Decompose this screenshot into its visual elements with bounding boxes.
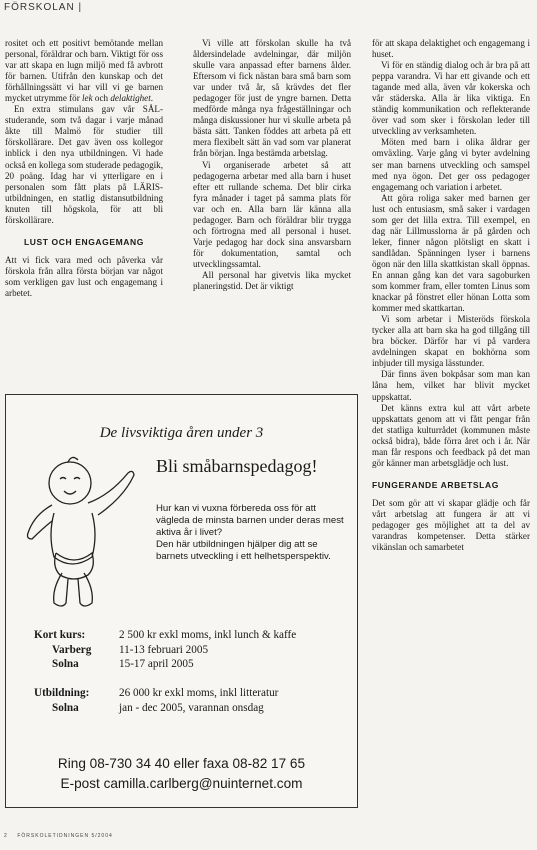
- email-text: E-post camilla.carlberg@nuinternet.com: [60, 776, 303, 791]
- column-1: [5, 38, 163, 299]
- paragraph: Möten med barn i olika åldrar ger omväxling. Varje gång vi byter avdelning ser man barnens utveckling och samspel med nya ögon. Det ger oss pedagoger engagemang och variation i arbetet.: [372, 137, 530, 192]
- ad-title: Bli småbarnspedagog!: [156, 456, 318, 476]
- column-3: [372, 38, 530, 553]
- section-heading: FUNGERANDE ARBETSLAG: [372, 479, 499, 490]
- paragraph: Att vi fick vara med och påverka vår förskola från allra första början var något som verkligen gav lust och engagemang i arbetet.: [5, 254, 163, 298]
- paragraph: Det som gör att vi skapar glädje och får vårt arbetslag att fungera är att vi pedagoger ges möjlighet att ta del av varandras kompetenser. Detta stärker vikänslan och samarbetet: [372, 497, 530, 553]
- phone-text: Ring 08-730 34 40 eller faxa 08-82 17 65: [57, 756, 306, 771]
- magazine-name: FÖRSKOLETIDNINGEN 5/2004: [17, 833, 113, 839]
- ad-intro-text: Den här utbildningen hjälper dig att se barnets utveckling i ett helhetsperspektiv.: [156, 539, 331, 562]
- ad-intro: [156, 503, 351, 563]
- column-2: [193, 38, 351, 292]
- paragraph: Vi organiserade arbetet så att pedagogerna arbetar med alla barn i huset efter ett rullande schema. Det blir cirka fyra månader i taget på samma plats för var och en. Alla barn lär känna alla pedagoger. Barn och föräldrar blir trygga och förtrogna med all personal i huset. Varje pedagog har dock sina ansvarsbarn för dokumentation, samtal och utvecklingssamtal.: [193, 159, 351, 269]
- paragraph: All personal har givetvis lika mycket planeringstid. Det är viktigt: [193, 269, 351, 292]
- paragraph: för att skapa delaktighet och engagemang i huset.: [372, 38, 530, 60]
- advertisement: De livsviktiga åren under 3 Bli småbarnspedagog! Hur kan vi vuxna förbereda oss för att vägleda de minsta barnen under deras mest aktiva år i livet? Den här utbildningen hjälper dig att se barnets utveckling i ett helhetsperspektiv. Kort kurs: 2 500 kr exkl moms, inkl lunch & kaffe Varberg 11-13 februari 2005 Solna 15-17 april 2005 Utbildning: 26 000 kr exkl moms, inkl litteratur Solna jan - dec 2005, varannan onsdag Ring 08-730 34 40 eller faxa 08-82 17 65 E-post camilla.carlberg@nuinternet.com: [5, 394, 358, 808]
- paragraph: Där finns även bokpåsar som man kan låna hem, vilket har blivit mycket uppskattat.: [372, 369, 530, 402]
- paragraph: Det känns extra kul att vårt arbete uppskattats genom att vi fått pengar från det statliga kulturrådet (kommunen måste också bidra), både förra året och i år. När man får respons och feedback på det man gör känner man arbetsglädje och lust.: [372, 402, 530, 468]
- section-heading: LUST OCH ENGAGEMANG: [23, 236, 144, 247]
- baby-illustration-icon: [24, 445, 144, 615]
- paragraph: Att göra roliga saker med barnen ger lust och entusiasm, små saker i vardagen som ger det lilla extra. Till exempel, en dag när Lillmusslorna är på gården och leker, finner någon plötsligt en skatt i sandlådan. Spänningen lyser i barnens ögon när den lilla skattkistan skall öppnas. En annan gång kan det vara sagoburken som kommer fram, eller tomten Linus som knackar på fönstret eller hönan Lotta som kommer med skattkartan.: [372, 192, 530, 314]
- ad-heading: De livsviktiga åren under 3: [99, 425, 264, 441]
- page-number: 2: [4, 833, 8, 839]
- paragraph: En extra stimulans gav vår SÅL-studerande, som två dagar i varje månad åkte till Malmö för studier till förskollärare. Det gav även oss kollegor inblick i den nya utbildningen. Vi hade också en kollega som studerade pedagogik, 20 poäng. Idag har vi ytterligare en i personalen som fått plats på LÄRIS-utbildningen, en statlig distansutbildning knuten till högskola, för att bli förskollärare.: [5, 104, 163, 225]
- paragraph: Vi som arbetar i Misteröds förskola tycker alla att barn ska ha god tillgång till bra böcker. Därför har vi på vardera avdelningen skapat en bokhörna som inbjuder till mysiga lässtunder.: [372, 314, 530, 369]
- paragraph: Vi ville att förskolan skulle ha två åldersindelade avdelningar, där miljön skulle vara anpassad efter barnens ålder. Eftersom vi fick nästan bara små barn som var under två år, så krävdes det fler pedagoger för just de yngre barnen. Detta medförde många nya frågeställningar och många diskussioner hur vi skulle arbeta på bästa sätt. Tanken föddes att arbeta på ett mera flexibelt sätt än vad som var planerat från början. Inga bestämda arbetslag.: [193, 38, 351, 159]
- page-footer: [4, 833, 113, 839]
- ad-contact: [6, 754, 357, 794]
- ad-intro-question: Hur kan vi vuxna förbereda oss för att vägleda de minsta barnen under deras mest aktiva år i livet?: [156, 503, 344, 538]
- paragraph: Vi för en ständig dialog och är bra på att peppa varandra. Vi har ett givande och ett tagande med alla, även vår kokerska och vår städerska. Alla är lika viktiga. En ständig kommunikation och reflekterande över vad som sker i förskolan leder till utveckling av verksamheten.: [372, 60, 530, 137]
- paragraph: rositet och ett positivt bemötande mellan personal, föräldrar och barn. Viktigt för oss var att skapa en lugn miljö med få avbrott för barnen. Utifrån den kunskap och det förhållningssätt vi har vill vi ge barnen mycket utrymme för lek och delaktighet.: [5, 38, 163, 104]
- section-header: FÖRSKOLAN |: [4, 2, 83, 13]
